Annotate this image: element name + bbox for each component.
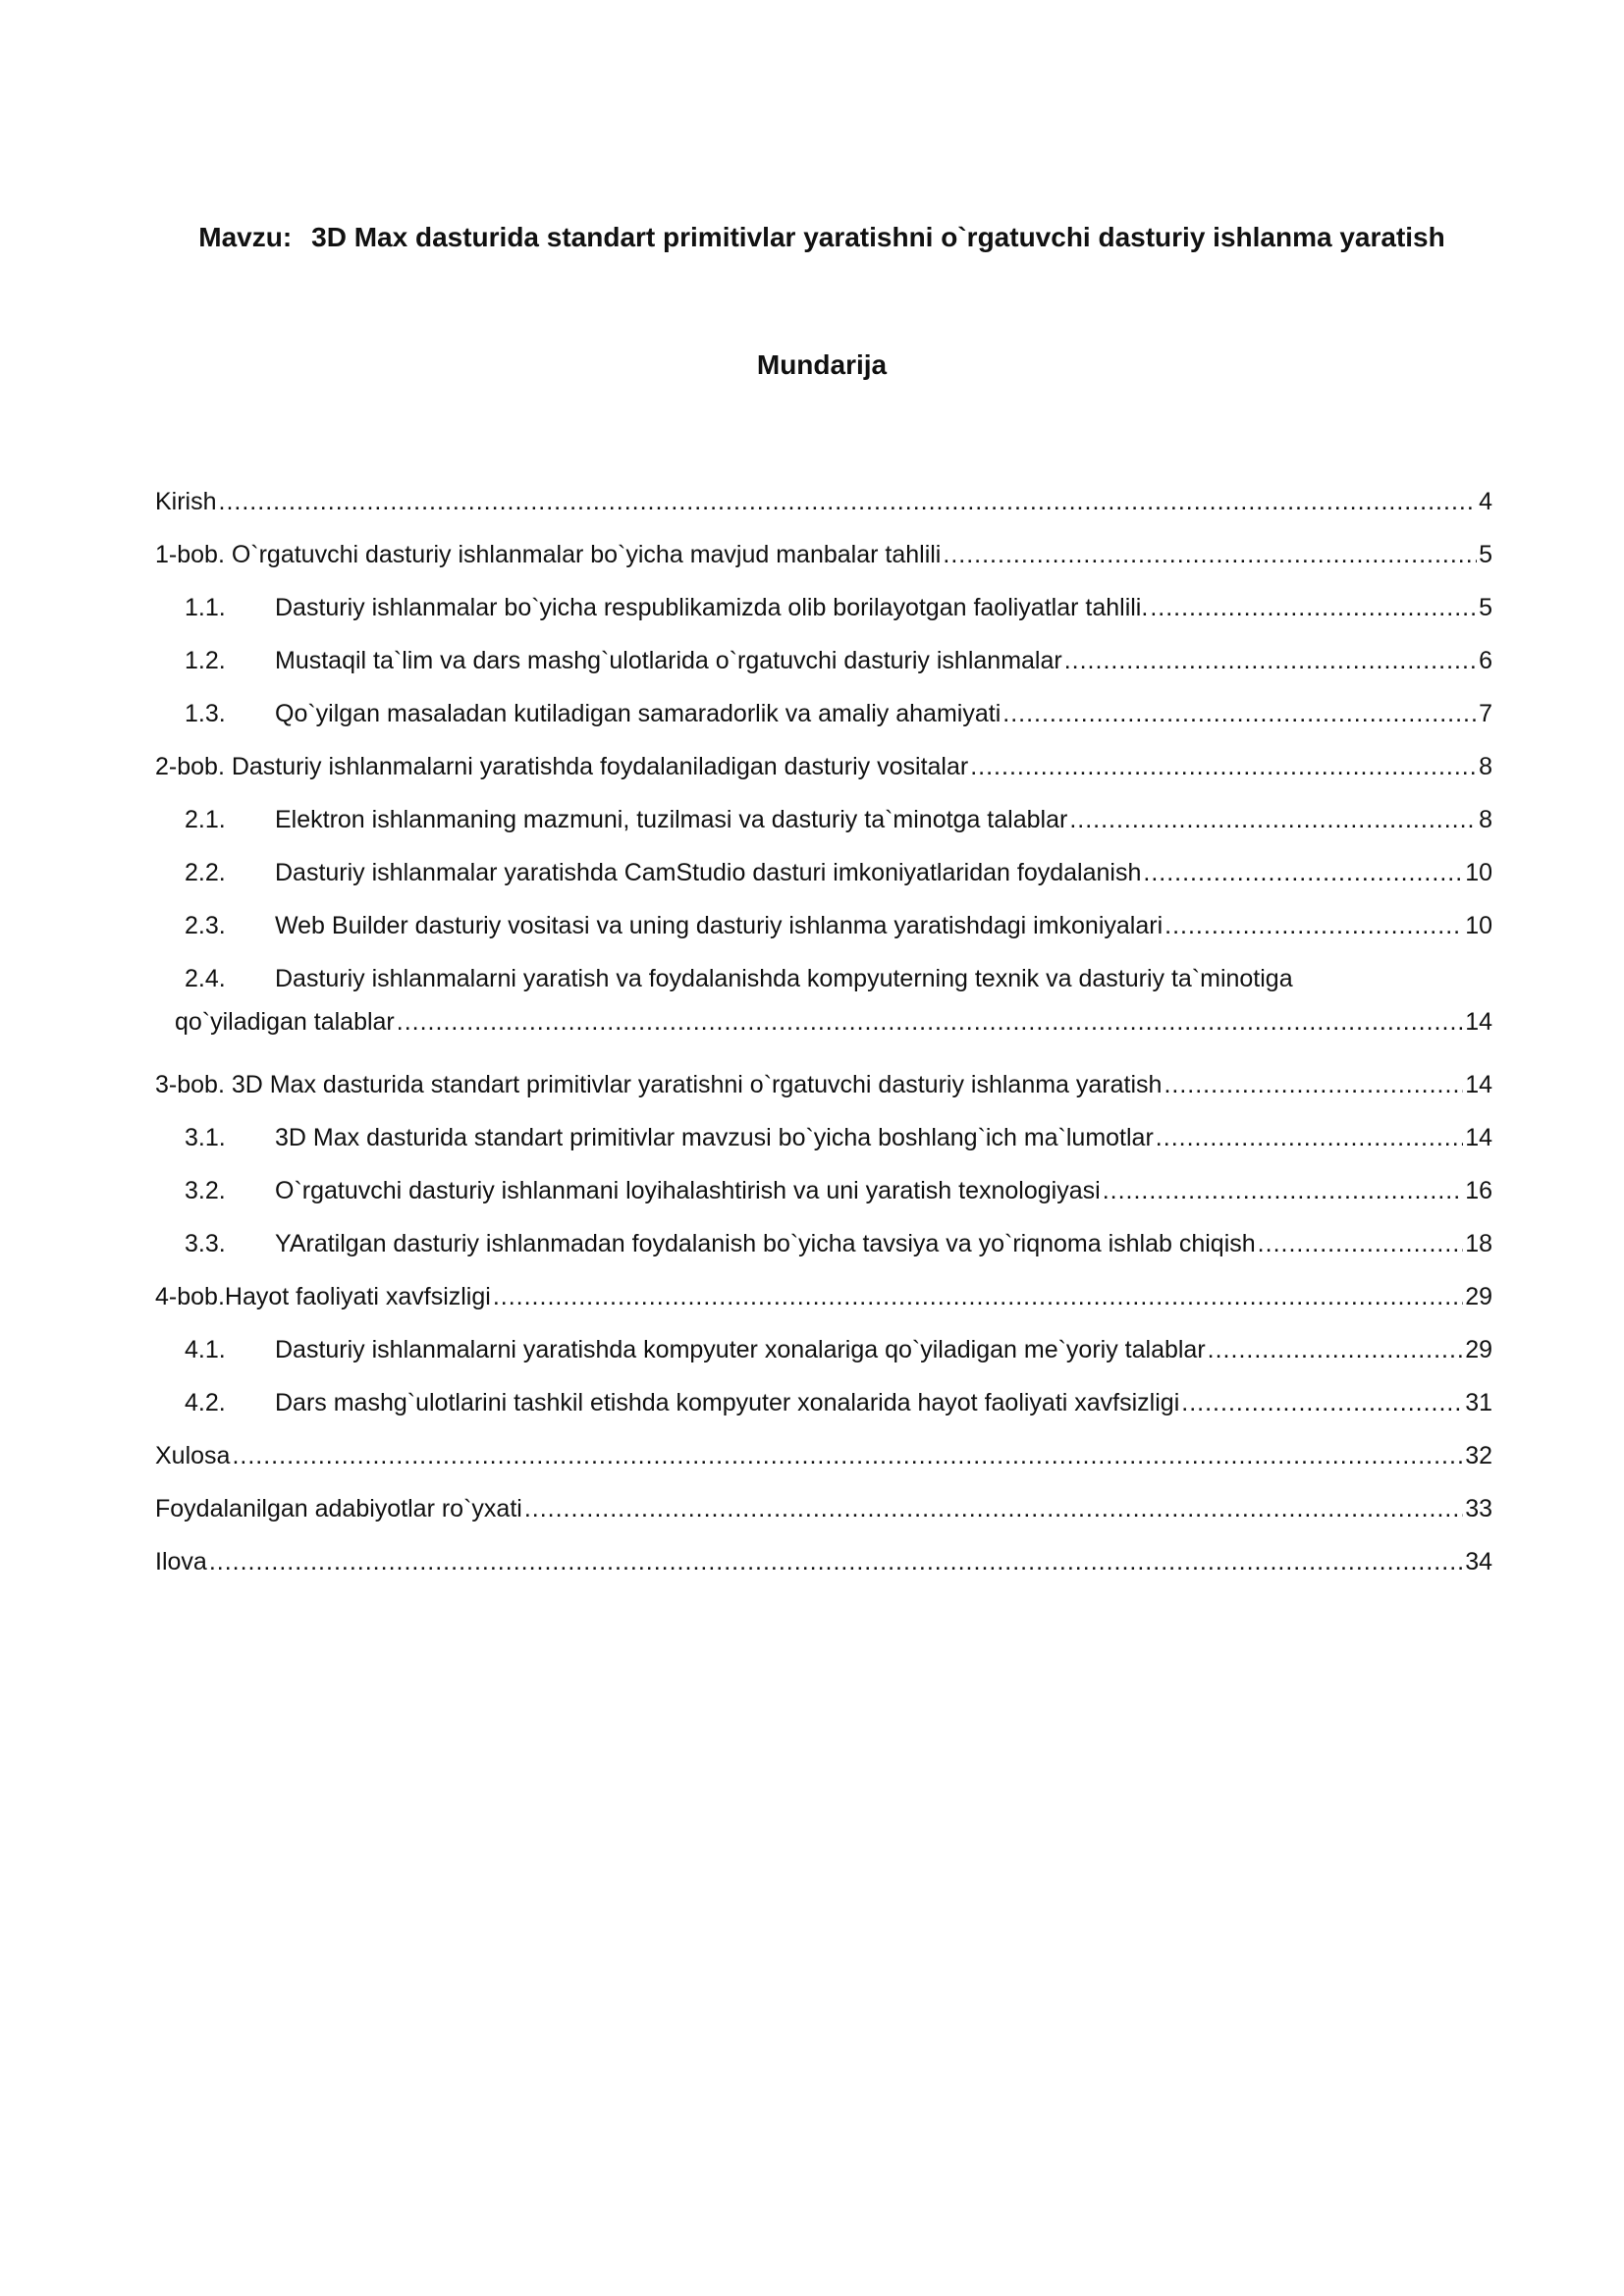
toc-entry-title: O`rgatuvchi dasturiy ishlanmani loyihalashtirish va uni yaratish texnologiyasi <box>275 1177 1101 1204</box>
toc-leader-dots <box>1164 908 1463 943</box>
toc-entry-number: 2.3. <box>185 912 226 939</box>
table-of-contents <box>155 484 1492 1597</box>
toc-leader-dots <box>1181 1385 1463 1420</box>
toc-entry-number: 1.3. <box>185 700 226 727</box>
toc-entry-chapter-1[interactable] <box>155 537 1492 590</box>
toc-entry-3-1[interactable] <box>155 1120 1492 1173</box>
toc-entry-3-3[interactable] <box>155 1226 1492 1279</box>
toc-entry-title: 4-bob.Hayot faoliyati xavfsizligi <box>155 1283 491 1310</box>
toc-page-number: 4 <box>1479 488 1492 515</box>
toc-leader-dots <box>1164 1067 1463 1102</box>
toc-leader-dots <box>1258 1226 1464 1261</box>
toc-entry-title: Xulosa <box>155 1442 231 1469</box>
toc-entry-title: Kirish <box>155 488 217 515</box>
toc-entry-2-4[interactable] <box>155 961 1492 1067</box>
toc-entry-title: Web Builder dasturiy vositasi va uning dasturiy ishlanma yaratishdagi imkoniyalari <box>275 912 1164 939</box>
toc-entry-title-continued: qo`yiladigan talablar <box>175 1008 395 1036</box>
toc-entry-1-3[interactable] <box>155 696 1492 749</box>
toc-entry-2-2[interactable] <box>155 855 1492 908</box>
toc-page-number: 14 <box>1465 1008 1492 1036</box>
toc-entry-title: 3D Max dasturida standart primitivlar mavzusi bo`yicha boshlang`ich ma`lumotlar <box>275 1124 1154 1151</box>
toc-entry-2-3[interactable] <box>155 908 1492 961</box>
toc-leader-dots <box>1069 802 1477 837</box>
toc-entry-title: Qo`yilgan masaladan kutiladigan samaradorlik va amaliy ahamiyati <box>275 700 1001 727</box>
toc-leader-dots <box>970 749 1477 784</box>
toc-leader-dots <box>1103 1173 1464 1208</box>
toc-leader-dots <box>943 537 1477 572</box>
toc-leader-dots <box>209 1544 1463 1579</box>
toc-leader-dots <box>493 1279 1463 1314</box>
toc-entry-number: 2.4. <box>185 965 226 992</box>
toc-entry-4-2[interactable] <box>155 1385 1492 1438</box>
toc-leader-dots <box>1150 590 1477 625</box>
topic-label: Mavzu: <box>198 222 293 252</box>
toc-leader-dots <box>232 1438 1463 1473</box>
toc-leader-dots <box>1208 1332 1464 1367</box>
toc-entry-title: Dasturiy ishlanmalarni yaratishda kompyuter xonalariga qo`yiladigan me`yoriy talablar <box>275 1336 1206 1363</box>
toc-page-number: 10 <box>1465 859 1492 886</box>
toc-page-number: 29 <box>1465 1336 1492 1363</box>
toc-entry-3-2[interactable] <box>155 1173 1492 1226</box>
toc-leader-dots <box>397 1004 1463 1040</box>
toc-entry-number: 2.1. <box>185 806 226 833</box>
toc-entry-ilova[interactable] <box>155 1544 1492 1597</box>
toc-page-number: 8 <box>1479 753 1492 780</box>
toc-entry-number: 2.2. <box>185 859 226 886</box>
toc-heading: Mundarija <box>756 349 888 380</box>
toc-entry-references[interactable] <box>155 1491 1492 1544</box>
toc-entry-title: Mustaqil ta`lim va dars mashg`ulotlarida o`rgatuvchi dasturiy ishlanmalar <box>275 647 1062 674</box>
toc-entry-4-1[interactable] <box>155 1332 1492 1385</box>
toc-page-number: 6 <box>1479 647 1492 674</box>
toc-leader-dots <box>524 1491 1463 1526</box>
toc-page-number: 8 <box>1479 806 1492 833</box>
toc-page-number: 14 <box>1465 1124 1492 1151</box>
toc-entry-title: Dasturiy ishlanmalar bo`yicha respublikamizda olib borilayotgan faoliyatlar tahlili. <box>275 594 1149 621</box>
toc-entry-number: 1.2. <box>185 647 226 674</box>
toc-page-number: 14 <box>1465 1071 1492 1098</box>
toc-entry-title: 2-bob. Dasturiy ishlanmalarni yaratishda foydalaniladigan dasturiy vositalar <box>155 753 969 780</box>
toc-entry-number: 1.1. <box>185 594 226 621</box>
toc-entry-number: 4.2. <box>185 1389 226 1416</box>
toc-leader-dots <box>1002 696 1477 731</box>
toc-page-number: 31 <box>1465 1389 1492 1416</box>
toc-page-number: 34 <box>1465 1548 1492 1575</box>
toc-entry-title: 1-bob. O`rgatuvchi dasturiy ishlanmalar bo`yicha mavjud manbalar tahlili <box>155 541 942 568</box>
toc-entry-title: YAratilgan dasturiy ishlanmadan foydalanish bo`yicha tavsiya va yo`riqnoma ishlab chiqish <box>275 1230 1256 1257</box>
toc-page-number: 16 <box>1465 1177 1492 1204</box>
toc-entry-1-1[interactable] <box>155 590 1492 643</box>
toc-entry-number: 3.1. <box>185 1124 226 1151</box>
toc-page-number: 32 <box>1465 1442 1492 1469</box>
toc-entry-2-1[interactable] <box>155 802 1492 855</box>
toc-entry-chapter-3[interactable] <box>155 1067 1492 1120</box>
toc-entry-number: 4.1. <box>185 1336 226 1363</box>
toc-entry-number: 3.3. <box>185 1230 226 1257</box>
toc-page-number: 5 <box>1479 541 1492 568</box>
toc-page-number: 18 <box>1465 1230 1492 1257</box>
toc-leader-dots <box>219 484 1478 519</box>
toc-entry-title: Elektron ishlanmaning mazmuni, tuzilmasi va dasturiy ta`minotga talablar <box>275 806 1068 833</box>
toc-page-number: 5 <box>1479 594 1492 621</box>
toc-page-number: 10 <box>1465 912 1492 939</box>
toc-page-number: 7 <box>1479 700 1492 727</box>
toc-entry-number: 3.2. <box>185 1177 226 1204</box>
toc-page-number: 33 <box>1465 1495 1492 1522</box>
toc-leader-dots <box>1064 643 1477 678</box>
toc-leader-dots <box>1156 1120 1463 1155</box>
topic-text: 3D Max dasturida standart primitivlar yaratishni o`rgatuvchi dasturiy ishlanma yaratish <box>311 222 1445 252</box>
toc-entry-title: Foydalanilgan adabiyotlar ro`yxati <box>155 1495 522 1522</box>
toc-entry-title: Dasturiy ishlanmalar yaratishda CamStudio dasturi imkoniyatlaridan foydalanish <box>275 859 1142 886</box>
document-topic <box>147 222 1496 253</box>
toc-entry-1-2[interactable] <box>155 643 1492 696</box>
toc-entry-chapter-2[interactable] <box>155 749 1492 802</box>
toc-entry-chapter-4[interactable] <box>155 1279 1492 1332</box>
toc-page-number: 29 <box>1465 1283 1492 1310</box>
toc-leader-dots <box>1143 855 1463 890</box>
toc-entry-title: 3-bob. 3D Max dasturida standart primitivlar yaratishni o`rgatuvchi dasturiy ishlanma yaratish <box>155 1071 1163 1098</box>
toc-entry-title: Ilova <box>155 1548 207 1575</box>
toc-entry-kirish[interactable] <box>155 484 1492 537</box>
toc-entry-title: Dars mashg`ulotlarini tashkil etishda kompyuter xonalarida hayot faoliyati xavfsizligi <box>275 1389 1180 1416</box>
toc-entry-title: Dasturiy ishlanmalarni yaratish va foydalanishda kompyuterning texnik va dasturiy ta`minotiga <box>275 965 1293 992</box>
toc-entry-xulosa[interactable] <box>155 1438 1492 1491</box>
